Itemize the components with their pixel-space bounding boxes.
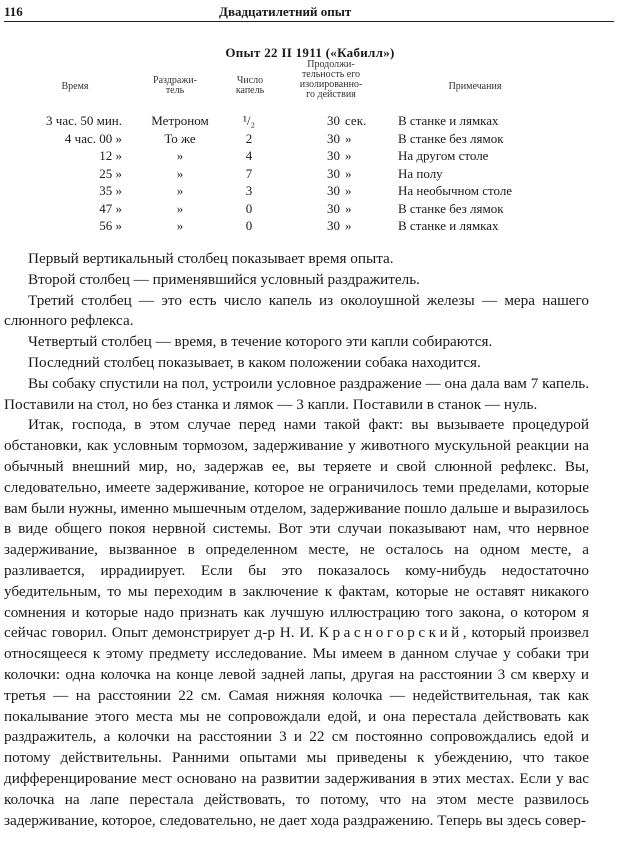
cell-stimulus: »: [176, 165, 184, 181]
cell-time: 35 »: [99, 183, 122, 198]
cell-note: В станке и лямках: [398, 218, 499, 233]
cell-stimulus: Метроном: [151, 113, 209, 128]
experiment-title: Опыт 22 II 1911 («Кабилл»): [225, 45, 395, 60]
cell-stimulus: »: [176, 200, 184, 216]
column-header-line: го действия: [306, 89, 356, 100]
column-header-drops: [225, 76, 275, 96]
paragraph: Последний столбец показывает, в каком положении собака находится.: [28, 353, 481, 371]
cell-stimulus: То же: [164, 130, 196, 146]
running-header: [4, 4, 614, 20]
cell-drops: 2: [245, 130, 253, 146]
cell-time: 12 »: [99, 148, 122, 163]
column-header-line: тельность его: [301, 69, 361, 80]
cell-drops: 3: [245, 183, 253, 198]
cell-stimulus: »: [176, 218, 184, 233]
cell-duration: 30: [327, 148, 340, 163]
cell-stimulus: »: [176, 183, 184, 198]
cell-note: На полу: [398, 165, 443, 181]
column-header-duration: [283, 60, 379, 100]
cell-unit: сек.: [345, 113, 367, 128]
cell-drops: ¹/₂: [242, 113, 256, 128]
cell-drops: 0: [245, 218, 253, 233]
column-header-stimulus: [140, 76, 210, 96]
cell-time: 25 »: [99, 165, 122, 181]
cell-drops: 4: [245, 148, 253, 163]
column-header-line: тель: [165, 85, 185, 96]
column-header-line: Раздражи-: [153, 75, 197, 86]
running-title: Двадцатилетний опыт: [219, 4, 352, 19]
cell-unit: »: [345, 200, 352, 216]
cell-note: В станке без лямок: [398, 130, 504, 146]
page-number: 116: [4, 4, 23, 19]
column-header-line: изолированно-: [299, 79, 363, 90]
table-row: [0, 165, 620, 182]
cell-time: 3 час. 50 мин.: [46, 113, 122, 128]
column-header-line: Продолжи-: [307, 59, 355, 70]
column-header-line: Число: [236, 75, 264, 86]
cell-stimulus: »: [176, 148, 184, 163]
column-header-line: капель: [235, 85, 265, 96]
paragraph: [4, 415, 589, 831]
column-header-time-text: Время: [61, 81, 89, 92]
table-row: [0, 130, 620, 147]
cell-note: В станке без лямок: [398, 200, 504, 216]
cell-unit: »: [345, 183, 352, 198]
cell-time: 47 »: [99, 200, 122, 216]
cell-unit: »: [345, 130, 352, 146]
cell-duration: 30: [327, 218, 340, 233]
cell-duration: 30: [327, 113, 340, 128]
column-header-notes: [400, 82, 550, 92]
paragraph-text: Итак, господа, в этом случае перед нами такой факт: вы вызываете процедурой обстановки, как условным тормозом, задерживание у животного мускульной реакции на обычный внешний мир, но, задержав ее, вы теряете и свой слюнной рефлекс. Вы, следовательно, имеете задерживание, которое не ограничилось теми пределами, которые вам были нужны, именно мышечным отделом, задерживание пошло дальше и выразилось в виде общего покоя нервной системы. Вот эти случаи показывают нам, что нервное задерживание, вызванное в определенном месте, не осталось на одном месте, а разливается, иррадиирует. Если бы это показалось кому-нибудь недостаточно убедительным, то мы переходим в заключение к фактам, которые не оставят никакого сомнения и которые надо признать как лучшую иллюстрацию того закона, о котором я сейчас говорил. Опыт демонстрирует д-р Н. И.: [4, 416, 589, 642]
paragraph-text: , который произвел относящееся к этому предмету исследование. Мы имеем в данном случае у собаки три колочки: одна колочка на конце левой задней лапы, другая на расстоянии 3 см кверху и третья — на расстоянии 22 см. Самая нижняя колочка — недействительная, так как покалывание этого места мы не сопровождали едой, и она перестала действовать как раздражитель, а колочки на расстоянии 3 и 22 см постоянно сопровождались едой и потому действительны. Ранними опытами мы приведены к убеждению, что такое дифференцирование мест основано на развитии задерживания в этих местах. Если у вас колочка на лапе перестала действовать, то потому, что на этом месте развилось задерживание, которое, следовательно, не дает хода раздражению. Теперь вы здесь совер-: [4, 624, 589, 829]
table-row: [0, 112, 620, 129]
cell-time: 56 »: [99, 218, 122, 233]
paragraph: Второй столбец — применявшийся условный раздражитель.: [28, 270, 420, 288]
header-rule: [4, 21, 614, 22]
cell-unit: »: [345, 148, 352, 163]
cell-duration: 30: [327, 165, 340, 181]
cell-note: На необычном столе: [398, 183, 513, 198]
column-header-notes-text: Примечания: [448, 81, 502, 92]
paragraph: Вы собаку спустили на пол, устроили условное раздражение — она дала вам 7 капель. Поставили на стол, но без станка и лямок — 3 капли. Поставили в станок — нуль.: [4, 374, 589, 413]
column-header-time: [40, 82, 110, 92]
cell-unit: »: [345, 218, 352, 233]
cell-unit: »: [345, 165, 352, 181]
cell-drops: 7: [245, 165, 253, 181]
cell-drops: 0: [245, 200, 253, 216]
table-row: [0, 147, 620, 164]
cell-note: На другом столе: [398, 148, 489, 163]
table-row: [0, 200, 620, 217]
cell-time: 4 час. 00 »: [64, 130, 122, 146]
cell-duration: 30: [327, 200, 340, 216]
body-text: [4, 249, 589, 831]
cell-duration: 30: [327, 130, 340, 146]
paragraph: Четвертый столбец — время, в течение которого эти капли собираются.: [28, 333, 493, 351]
cell-duration: 30: [327, 183, 340, 198]
author-name: Красногорский: [318, 624, 463, 642]
table-row: [0, 182, 620, 199]
table-row: [0, 217, 620, 234]
paragraph: Третий столбец — это есть число капель из околоушной железы — мера нашего слюнного рефлекса.: [4, 291, 589, 330]
cell-note: В станке и лямках: [398, 113, 499, 128]
paragraph: Первый вертикальный столбец показывает время опыта.: [28, 250, 394, 267]
